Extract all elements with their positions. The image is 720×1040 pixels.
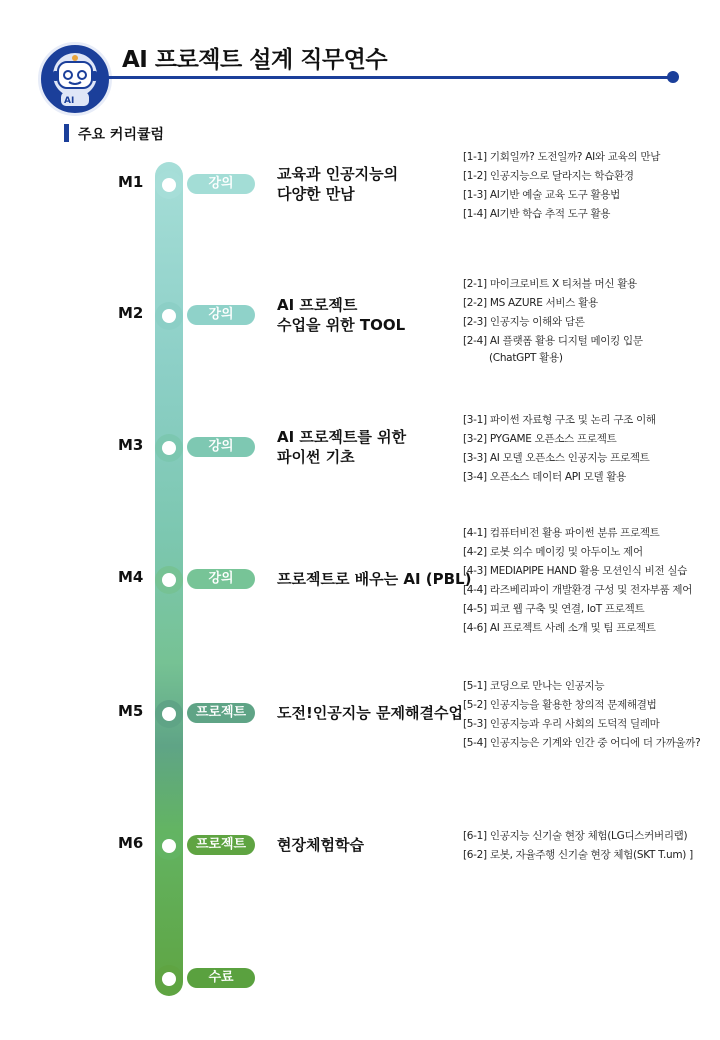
module-title-line: 파이썬 기초	[277, 448, 355, 466]
list-item: [4-3] MEDIAPIPE HAND 활용 모션인식 비전 실습	[463, 565, 688, 577]
module-node	[155, 566, 183, 594]
module-label: M4	[118, 568, 144, 586]
module-node	[155, 434, 183, 462]
section-marker	[64, 124, 69, 142]
list-item: [1-4] AI기반 학습 추적 도구 활용	[463, 208, 611, 220]
list-item-subtext: (ChatGPT 활용)	[489, 352, 563, 364]
module-badge: 강의	[187, 305, 255, 325]
section-title: 주요 커리큘럼	[78, 127, 165, 143]
list-item: [1-1] 기회일까? 도전일까? AI와 교육의 만남	[463, 151, 661, 163]
list-item: [6-1] 인공지능 신기술 현장 체험(LG디스커버리랩)	[463, 830, 688, 842]
list-item	[463, 332, 643, 365]
list-item: [2-1] 마이크로비트 X 티처블 머신 활용	[463, 278, 637, 290]
module-title	[277, 295, 405, 335]
list-item: [3-4] 오픈소스 데이터 API 모델 활용	[463, 471, 627, 483]
list-item: [3-1] 파이썬 자료형 구조 및 논리 구조 이해	[463, 414, 656, 426]
module-node	[155, 171, 183, 199]
module-title-line: 프로젝트로 배우는 AI (PBL)	[277, 570, 472, 588]
list-item: [2-3] 인공지능 이해와 담론	[463, 316, 585, 328]
robot-logo-icon	[38, 42, 112, 116]
module-label: M1	[118, 173, 144, 191]
module-items	[463, 524, 692, 638]
module-items	[463, 827, 693, 865]
module-items	[463, 275, 643, 365]
logo-text: AI	[64, 96, 75, 106]
module-node	[155, 832, 183, 860]
list-item: [1-2] 인공지능으로 달라지는 학습환경	[463, 170, 634, 182]
module-title-line: AI 프로젝트를 위한	[277, 428, 407, 446]
list-item: [5-1] 코딩으로 만나는 인공지능	[463, 680, 605, 692]
module-items	[463, 677, 700, 753]
module-title	[277, 569, 471, 589]
list-item-text: [2-4] AI 플랫폼 활용 디지털 메이킹 입문	[463, 335, 643, 347]
module-badge: 프로젝트	[187, 835, 255, 855]
module-title-line: 수업을 위한 TOOL	[277, 316, 406, 334]
module-badge: 프로젝트	[187, 703, 255, 723]
header-divider	[108, 76, 674, 79]
module-label: M5	[118, 702, 144, 720]
module-title	[277, 835, 364, 855]
module-label: M3	[118, 436, 144, 454]
list-item: [6-2] 로봇, 자율주행 신기술 현장 체험(SKT T.um) ]	[463, 849, 693, 861]
module-title-line: 도전!인공지능 문제해결수업	[277, 704, 463, 722]
module-items	[463, 148, 660, 224]
module-items	[463, 411, 656, 487]
module-node	[155, 700, 183, 728]
list-item: [5-2] 인공지능을 활용한 창의적 문제해결법	[463, 699, 657, 711]
list-item: [3-3] AI 모델 오픈소스 인공지능 프로젝트	[463, 452, 650, 464]
module-title	[277, 164, 398, 204]
module-title-line: 교육과 인공지능의	[277, 165, 399, 183]
list-item: [4-5] 피코 웹 구축 및 연결, IoT 프로젝트	[463, 603, 645, 615]
list-item: [5-3] 인공지능과 우리 사회의 도덕적 딜레마	[463, 718, 660, 730]
module-label: M6	[118, 834, 144, 852]
list-item: [4-2] 로봇 의수 메이킹 및 아두이노 제어	[463, 546, 643, 558]
module-title	[277, 427, 406, 467]
list-item: [5-4] 인공지능은 기계와 인간 중 어디에 더 가까울까?	[463, 737, 701, 749]
list-item: [2-2] MS AZURE 서비스 활용	[463, 297, 598, 309]
module-title-line: 다양한 만남	[277, 185, 355, 203]
module-title-line: AI 프로젝트	[277, 296, 358, 314]
list-item: [4-1] 컴퓨터비전 활용 파이썬 분류 프로젝트	[463, 527, 660, 539]
header-divider-dot	[667, 71, 679, 83]
module-title	[277, 703, 463, 723]
module-badge: 강의	[187, 174, 255, 194]
list-item: [4-4] 라즈베리파이 개발환경 구성 및 전자부품 제어	[463, 584, 693, 596]
module-label: M2	[118, 304, 144, 322]
list-item: [3-2] PYGAME 오픈소스 프로젝트	[463, 433, 617, 445]
list-item: [4-6] AI 프로젝트 사례 소개 및 팀 프로젝트	[463, 622, 656, 634]
list-item: [1-3] AI기반 예술 교육 도구 활용법	[463, 189, 620, 201]
module-title-line: 현장체험학습	[277, 836, 364, 854]
page-title: AI 프로젝트 설계 직무연수	[122, 47, 388, 73]
module-node	[155, 965, 183, 993]
module-node	[155, 302, 183, 330]
module-badge: 강의	[187, 437, 255, 457]
module-badge: 강의	[187, 569, 255, 589]
completion-badge: 수료	[187, 968, 255, 988]
